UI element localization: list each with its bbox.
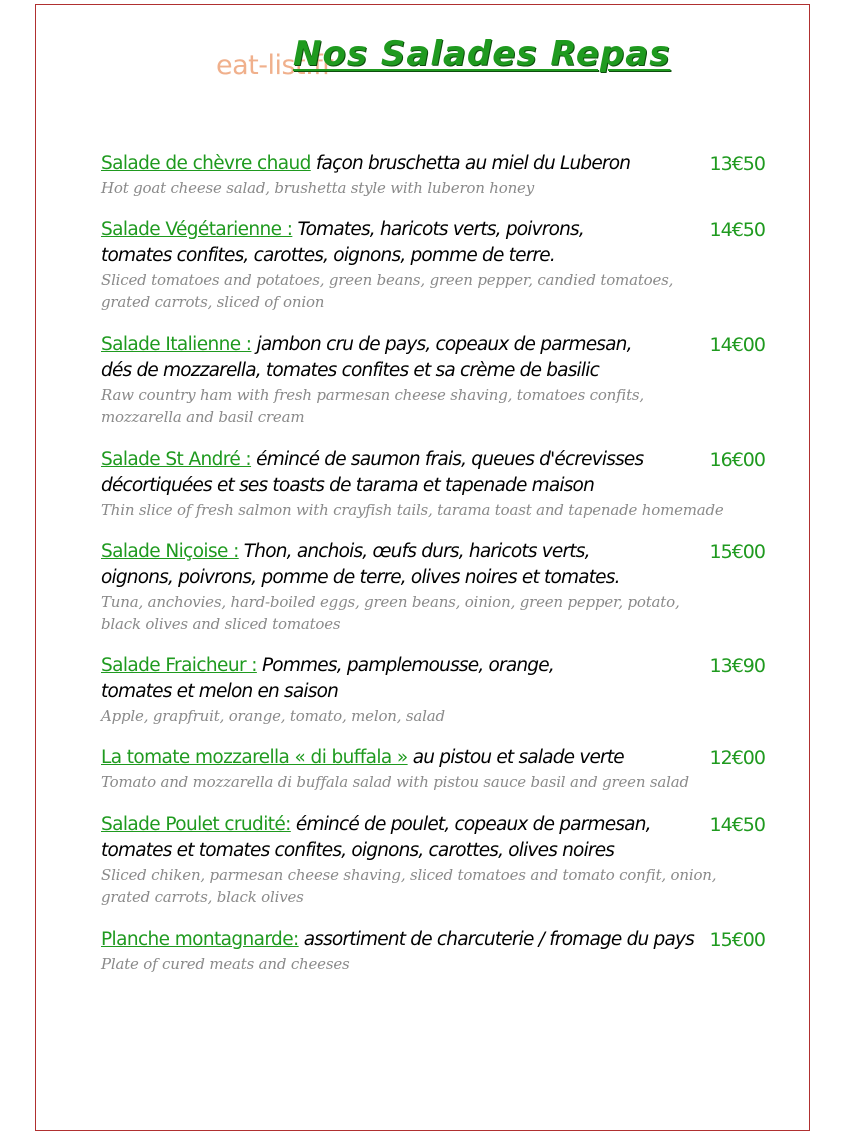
menu-item-line: [101, 927, 771, 953]
menu-item-line: [101, 539, 771, 565]
menu-item-translation: Thin slice of fresh salmon with crayfish tails, tarama toast and tapenade homemade: [101, 501, 724, 519]
menu-item-translation: grated carrots, black olives: [101, 888, 304, 906]
menu-item-name: Salade de chèvre chaud: [101, 153, 311, 174]
menu-item-name: Salade Italienne :: [101, 334, 252, 355]
menu-item-description: au pistou et salade verte: [407, 747, 624, 768]
menu-item-description-cont: tomates et tomates confites, oignons, carottes, olives noires: [101, 840, 615, 861]
menu-item-name: Salade Fraicheur :: [101, 655, 257, 676]
menu-item-translation: Sliced chiken, parmesan cheese shaving, sliced tomatoes and tomato confit, onion,: [101, 866, 717, 884]
menu-item-price: 14€00: [709, 334, 765, 356]
menu-item-price: 16€00: [709, 449, 765, 471]
menu-item-name: Salade Poulet crudité:: [101, 814, 291, 835]
menu-item: [101, 745, 771, 793]
watermark: eat-list.fr: [216, 50, 333, 81]
menu-item-price: 15€00: [709, 929, 765, 951]
menu-item-description-cont: oignons, poivrons, pomme de terre, olives noires et tomates.: [101, 567, 620, 588]
menu-item-translation: mozzarella and basil cream: [101, 408, 305, 426]
menu-item-translation: Plate of cured meats and cheeses: [101, 955, 350, 973]
menu-item-price: 15€00: [709, 541, 765, 563]
menu-item-line: [101, 447, 771, 473]
menu-item-name: La tomate mozzarella « di buffala »: [101, 747, 408, 768]
menu-item: [101, 653, 771, 727]
menu-item-description: façon bruschetta au miel du Luberon: [310, 153, 631, 174]
menu-item-translation: Sliced tomatoes and potatoes, green beans, green pepper, candied tomatoes,: [101, 271, 674, 289]
menu-item-description-cont: dés de mozzarella, tomates confites et sa crème de basilic: [101, 360, 599, 381]
menu-item-description: jambon cru de pays, copeaux de parmesan,: [251, 334, 632, 355]
menu-item-description: Thon, anchois, œufs durs, haricots verts,: [238, 541, 590, 562]
menu-item-name: Planche montagnarde:: [101, 929, 299, 950]
menu-item-description: assortiment de charcuterie / fromage du pays: [298, 929, 695, 950]
menu-item: [101, 217, 771, 313]
menu-item-line: [101, 217, 771, 243]
menu-item-price: 12€00: [709, 747, 765, 769]
menu-item-name: Salade Niçoise :: [101, 541, 239, 562]
menu-item-price: 14€50: [709, 814, 765, 836]
menu-item-description: émincé de saumon frais, queues d'écrevisses: [251, 449, 644, 470]
menu-item: [101, 539, 771, 635]
menu-item-description-cont: décortiquées et ses toasts de tarama et tapenade maison: [101, 475, 594, 496]
menu-item: [101, 332, 771, 428]
menu-item-price: 13€50: [709, 153, 765, 175]
page-title: Nos Salades Repas: [293, 34, 671, 74]
menu-item-translation: black olives and sliced tomatoes: [101, 615, 341, 633]
menu-item: [101, 447, 771, 521]
menu-item-name: Salade St André :: [101, 449, 252, 470]
menu-item-description-cont: tomates confites, carottes, oignons, pomme de terre.: [101, 245, 555, 266]
menu-item-description: émincé de poulet, copeaux de parmesan,: [290, 814, 651, 835]
menu-item-line: [101, 151, 771, 177]
menu-item-description: Tomates, haricots verts, poivrons,: [292, 219, 584, 240]
menu-item-line: [101, 653, 771, 679]
menu-item: [101, 927, 771, 975]
menu-item-translation: Apple, grapfruit, orange, tomato, melon, salad: [101, 707, 445, 725]
menu-item-line: [101, 745, 771, 771]
menu-item-description-cont: tomates et melon en saison: [101, 681, 339, 702]
menu-item-line: [101, 812, 771, 838]
menu-item-price: 14€50: [709, 219, 765, 241]
menu-item: [101, 812, 771, 908]
menu-item-translation: Raw country ham with fresh parmesan cheese shaving, tomatoes confits,: [101, 386, 644, 404]
menu-item-name: Salade Végétarienne :: [101, 219, 293, 240]
menu-item-translation: grated carrots, sliced of onion: [101, 293, 325, 311]
menu-item-line: [101, 332, 771, 358]
menu-item: [101, 151, 771, 199]
menu-item-description: Pommes, pamplemousse, orange,: [256, 655, 554, 676]
menu-item-translation: Hot goat cheese salad, brushetta style with luberon honey: [101, 179, 534, 197]
menu-item-translation: Tomato and mozzarella di buffala salad with pistou sauce basil and green salad: [101, 773, 689, 791]
menu-item-price: 13€90: [709, 655, 765, 677]
menu-item-translation: Tuna, anchovies, hard-boiled eggs, green beans, oinion, green pepper, potato,: [101, 593, 680, 611]
